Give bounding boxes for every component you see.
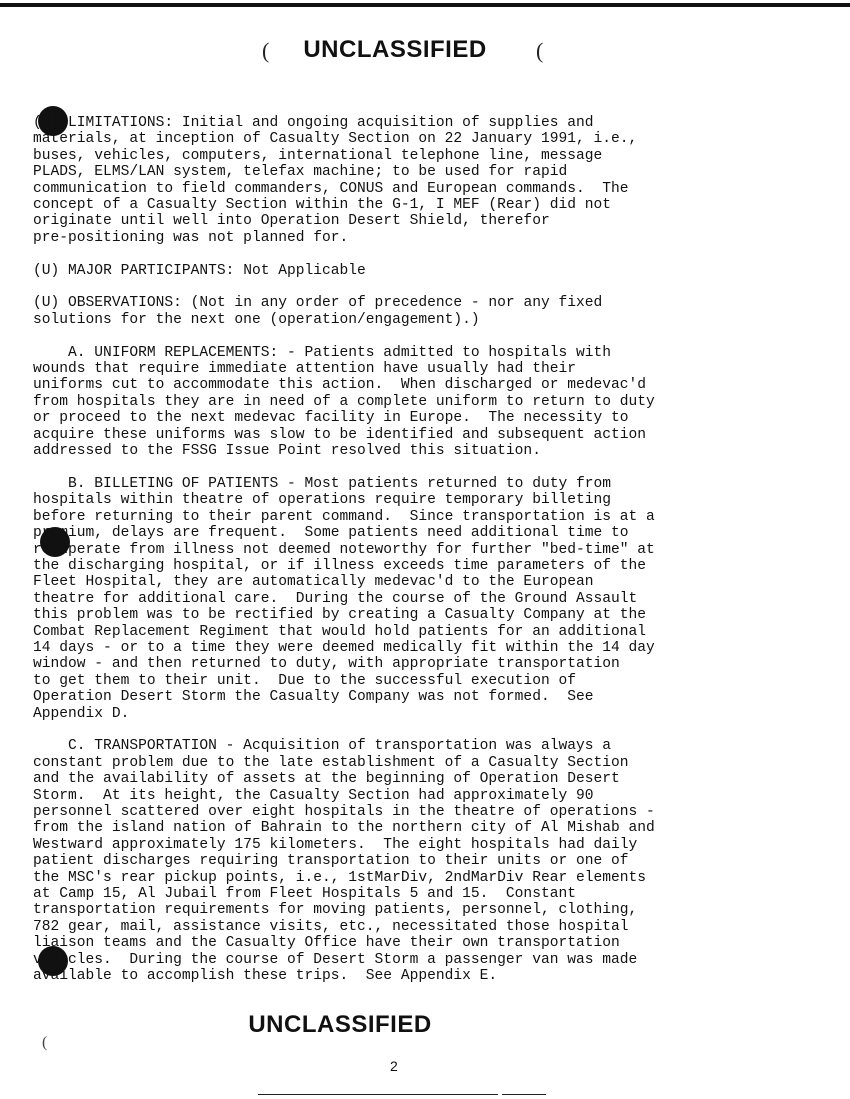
document-body [33, 115, 833, 984]
observations-text: OBSERVATIONS: (Not in any order of precedence - nor any fixed solutions for the next one (operation/engagement).) [33, 295, 603, 328]
limitations-marking: (U) [33, 115, 60, 131]
limitations-text: LIMITATIONS: Initial and ongoing acquisition of supplies and materials, at inception of Casualty Section on 22 January 1991, i.e., buses, vehicles, computers, international telephone line, message PLADS, ELMS/LAN system, telefax machine; to be used for rapid communication to field commanders, CONUS and European commands. The concept of a Casualty Section within the G-1, I MEF (Rear) did not originate until well into Operation Desert Shield, therefor pre-positioning was not planned for. [33, 115, 638, 246]
page-number: 2 [390, 1058, 398, 1074]
observations-marking: (U) [33, 295, 60, 312]
participants-paragraph [33, 263, 833, 279]
bottom-left-bracket-mark: ( [42, 1034, 48, 1051]
limitations-paragraph [33, 115, 833, 246]
header-classification: UNCLASSIFIED [303, 36, 487, 63]
top-rule [0, 3, 850, 7]
top-right-bracket-mark: ( [536, 38, 544, 63]
uniform-replacements-paragraph: A. UNIFORM REPLACEMENTS: - Patients admitted to hospitals with wounds that require immediate attention have usually had their uniforms cut to accommodate this action. When discharged or medevac'd from hospitals they are in need of a complete uniform to return to duty or proceed to the next medevac facility in Europe. The necessity to acquire these uniforms was slow to be identified and subsequent action addressed to the FSSG Issue Point resolved this situation. [33, 344, 655, 460]
observations-paragraph [33, 295, 833, 328]
bottom-rule-left [258, 1094, 498, 1095]
footer-classification: UNCLASSIFIED [248, 1011, 432, 1038]
top-left-bracket-mark: ( [262, 38, 270, 63]
participants-text: MAJOR PARTICIPANTS: Not Applicable [59, 262, 366, 279]
transportation-paragraph: C. TRANSPORTATION - Acquisition of transportation was always a constant problem due to the late establishment of a Casualty Section and the availability of assets at the beginning of Operation Desert Storm. At its height, the Casualty Section had approximately 90 personnel scattered over eight hospitals in the theatre of operations - from the island nation of Bahrain to the northern city of Al Mishab and Westward approximately 175 kilometers. The eight hospitals had daily patient discharges requiring transportation to their units or one of the MSC's rear pickup points, i.e., 1stMarDiv, 2ndMarDiv Rear elements at Camp 15, Al Jubail from Fleet Hospitals 5 and 15. Constant transportation requirements for moving patients, personnel, clothing, 782 gear, mail, assistance visits, etc., necessitated those hospital liaison teams and the Casualty Office have their own transportation vehicles. During the course of Desert Storm a passenger van was made available to accomplish these trips. See Appendix E. [33, 738, 655, 985]
bottom-rule-right [502, 1094, 546, 1095]
participants-marking: (U) [33, 262, 60, 279]
billeting-paragraph: B. BILLETING OF PATIENTS - Most patients returned to duty from hospitals within theatre of operations require temporary billeting before returning to their parent command. Since transportation is at a premium, delays are frequent. Some patients need additional time to recuperate from illness not deemed noteworthy for further "bed-time" at the discharging hospital, or if illness exceeds time parameters of the Fleet Hospital, they are automatically medevac'd to the European theatre for additional care. During the course of the Ground Assault this problem was to be rectified by creating a Casualty Company at the Combat Replacement Regiment that would hold patients for an additional 14 days - or to a time they were deemed medically fit within the 14 day window - and then returned to duty, with appropriate transportation to get them to their unit. Due to the successful execution of Operation Desert Storm the Casualty Company was not formed. See Appendix D. [33, 475, 655, 722]
